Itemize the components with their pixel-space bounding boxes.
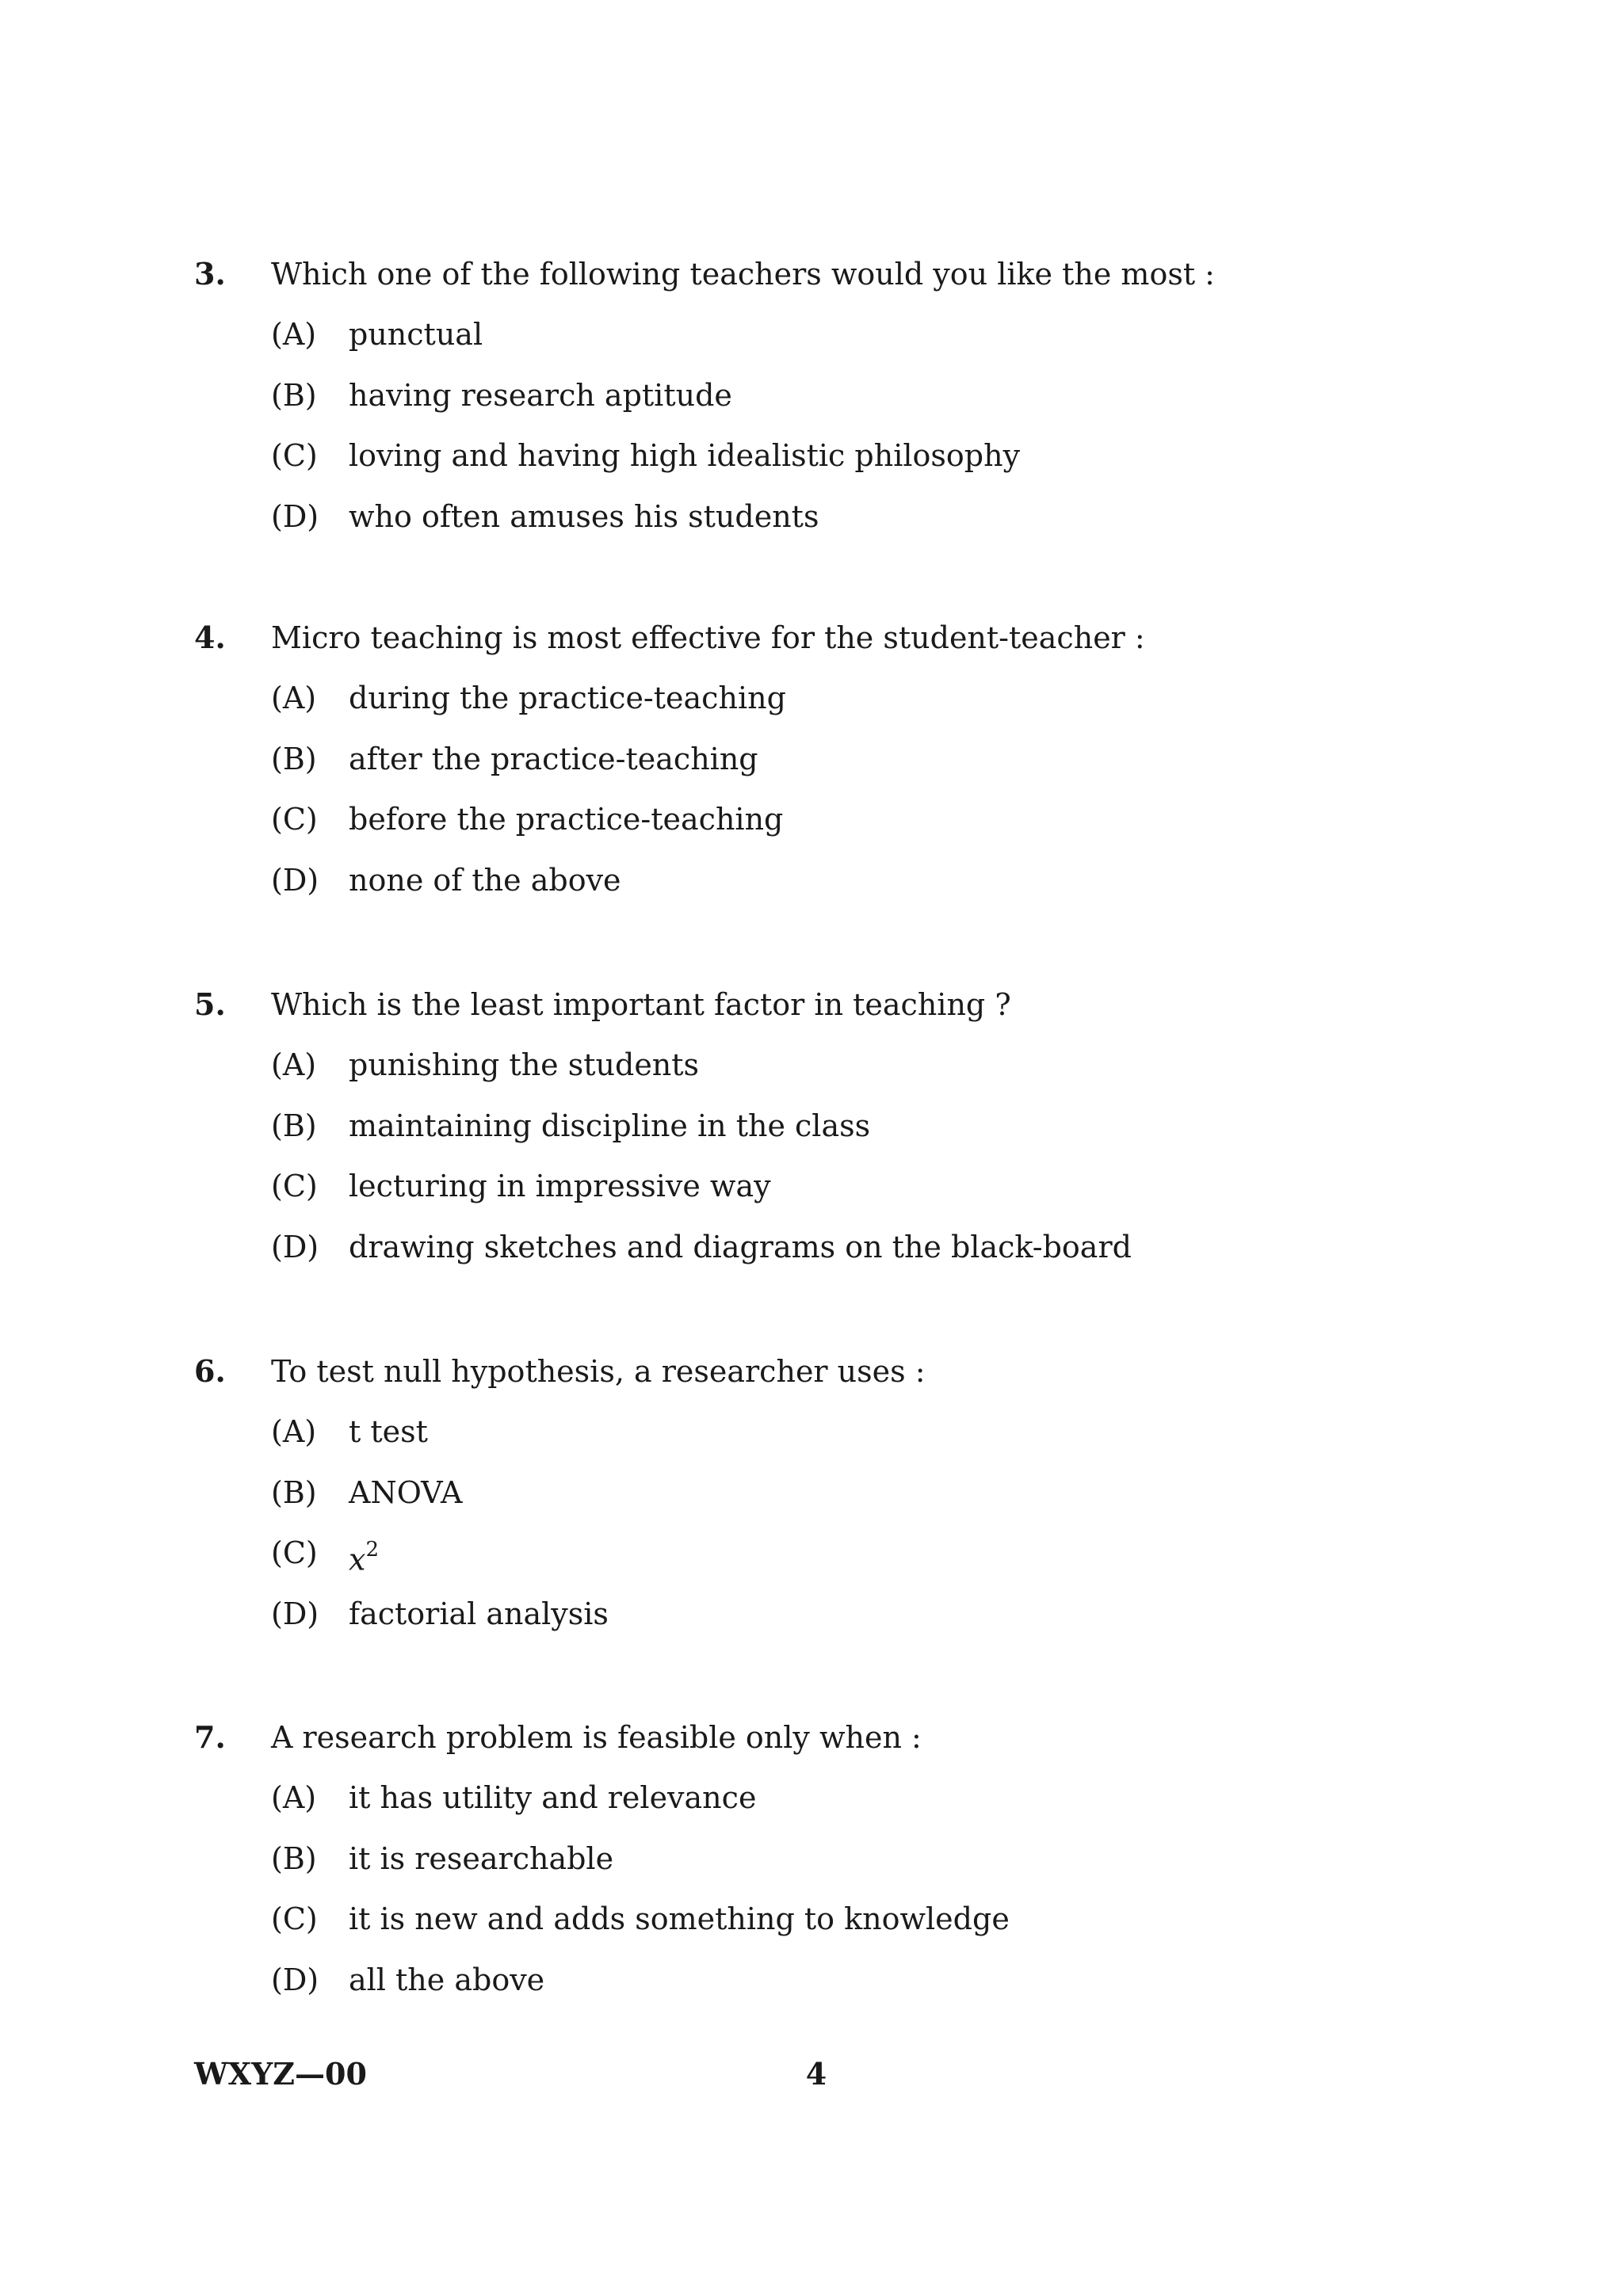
option-letter: (D): [271, 863, 319, 898]
option-text: factorial analysis: [349, 1596, 609, 1632]
question-number: 3.: [194, 256, 226, 292]
question-6: [194, 1341, 1462, 1645]
option-letter: (C): [271, 802, 318, 837]
option-c: [194, 1523, 1462, 1584]
option-text: it is new and adds something to knowledge: [349, 1901, 1010, 1937]
option-text: loving and having high idealistic philosophy: [349, 438, 1021, 474]
option-text: after the practice-teaching: [349, 741, 758, 776]
option-d: [194, 1950, 1462, 2011]
paper-code: WXYZ—00: [194, 2056, 367, 2092]
option-text: all the above: [349, 1962, 545, 1998]
option-d: [194, 486, 1462, 547]
option-text: none of the above: [349, 863, 621, 898]
option-text: punctual: [349, 317, 483, 352]
option-d: [194, 1584, 1462, 1645]
option-text: during the practice-teaching: [349, 681, 786, 715]
option-a: [194, 304, 1462, 365]
option-text: it has utility and relevance: [349, 1780, 757, 1815]
option-text: punishing the students: [349, 1047, 700, 1082]
question-number: 5.: [194, 986, 226, 1022]
question-number: 7.: [194, 1719, 226, 1755]
question-number: 6.: [194, 1353, 226, 1389]
option-letter: (D): [271, 1962, 319, 1998]
option-text: before the practice-teaching: [349, 802, 784, 837]
option-text: having research aptitude: [349, 377, 732, 413]
option-letter: (B): [271, 1840, 317, 1876]
question-stem: [194, 1707, 1462, 1768]
option-d: [194, 850, 1462, 911]
option-text: drawing sketches and diagrams on the black-board: [349, 1230, 1132, 1265]
question-text: Which one of the following teachers would you like the most :: [271, 257, 1215, 292]
option-letter: (B): [271, 1108, 317, 1143]
option-b: [194, 1463, 1462, 1524]
option-letter: (C): [271, 1901, 318, 1937]
option-c: [194, 1156, 1462, 1217]
option-letter: (A): [271, 1414, 317, 1449]
question-text: To test null hypothesis, a researcher uses :: [271, 1354, 926, 1389]
option-letter: (A): [271, 1780, 317, 1815]
option-b: [194, 729, 1462, 790]
option-a: [194, 1035, 1462, 1096]
option-text: [349, 1523, 379, 1590]
question-stem: [194, 608, 1462, 668]
option-letter: (C): [271, 1535, 318, 1571]
option-text: it is researchable: [349, 1840, 614, 1876]
math-variable: x: [349, 1543, 366, 1578]
option-a: [194, 1402, 1462, 1463]
option-a: [194, 1768, 1462, 1829]
option-letter: (B): [271, 1474, 317, 1510]
option-c: [194, 1889, 1462, 1950]
option-text: ANOVA: [349, 1474, 463, 1510]
page-number: 4: [805, 2056, 827, 2092]
question-text: Which is the least important factor in teaching ?: [271, 987, 1011, 1022]
option-text: t test: [349, 1414, 428, 1449]
option-text: who often amuses his students: [349, 499, 819, 535]
option-letter: (B): [271, 741, 317, 776]
question-text: Micro teaching is most effective for the student-teacher :: [271, 620, 1145, 655]
option-letter: (A): [271, 317, 317, 352]
option-letter: (D): [271, 1230, 319, 1265]
option-d: [194, 1217, 1462, 1278]
option-letter: (C): [271, 1169, 318, 1204]
option-text: lecturing in impressive way: [349, 1169, 771, 1204]
question-stem: [194, 974, 1462, 1035]
question-stem: [194, 244, 1462, 304]
question-5: [194, 974, 1462, 1278]
option-letter: (A): [271, 681, 317, 715]
option-letter: (B): [271, 377, 317, 413]
option-letter: (A): [271, 1047, 317, 1082]
option-b: [194, 1829, 1462, 1890]
option-letter: (D): [271, 499, 319, 535]
question-number: 4.: [194, 620, 226, 655]
question-stem: [194, 1341, 1462, 1402]
option-c: [194, 789, 1462, 850]
question-4: [194, 608, 1462, 911]
option-a: [194, 668, 1462, 729]
question-3: [194, 244, 1462, 547]
option-b: [194, 365, 1462, 426]
question-7: [194, 1707, 1462, 2011]
option-b: [194, 1096, 1462, 1157]
option-letter: (C): [271, 438, 318, 474]
option-text: maintaining discipline in the class: [349, 1108, 871, 1143]
option-c: [194, 425, 1462, 486]
math-superscript: 2: [365, 1538, 379, 1562]
option-letter: (D): [271, 1596, 319, 1632]
question-text: A research problem is feasible only when :: [271, 1720, 922, 1755]
